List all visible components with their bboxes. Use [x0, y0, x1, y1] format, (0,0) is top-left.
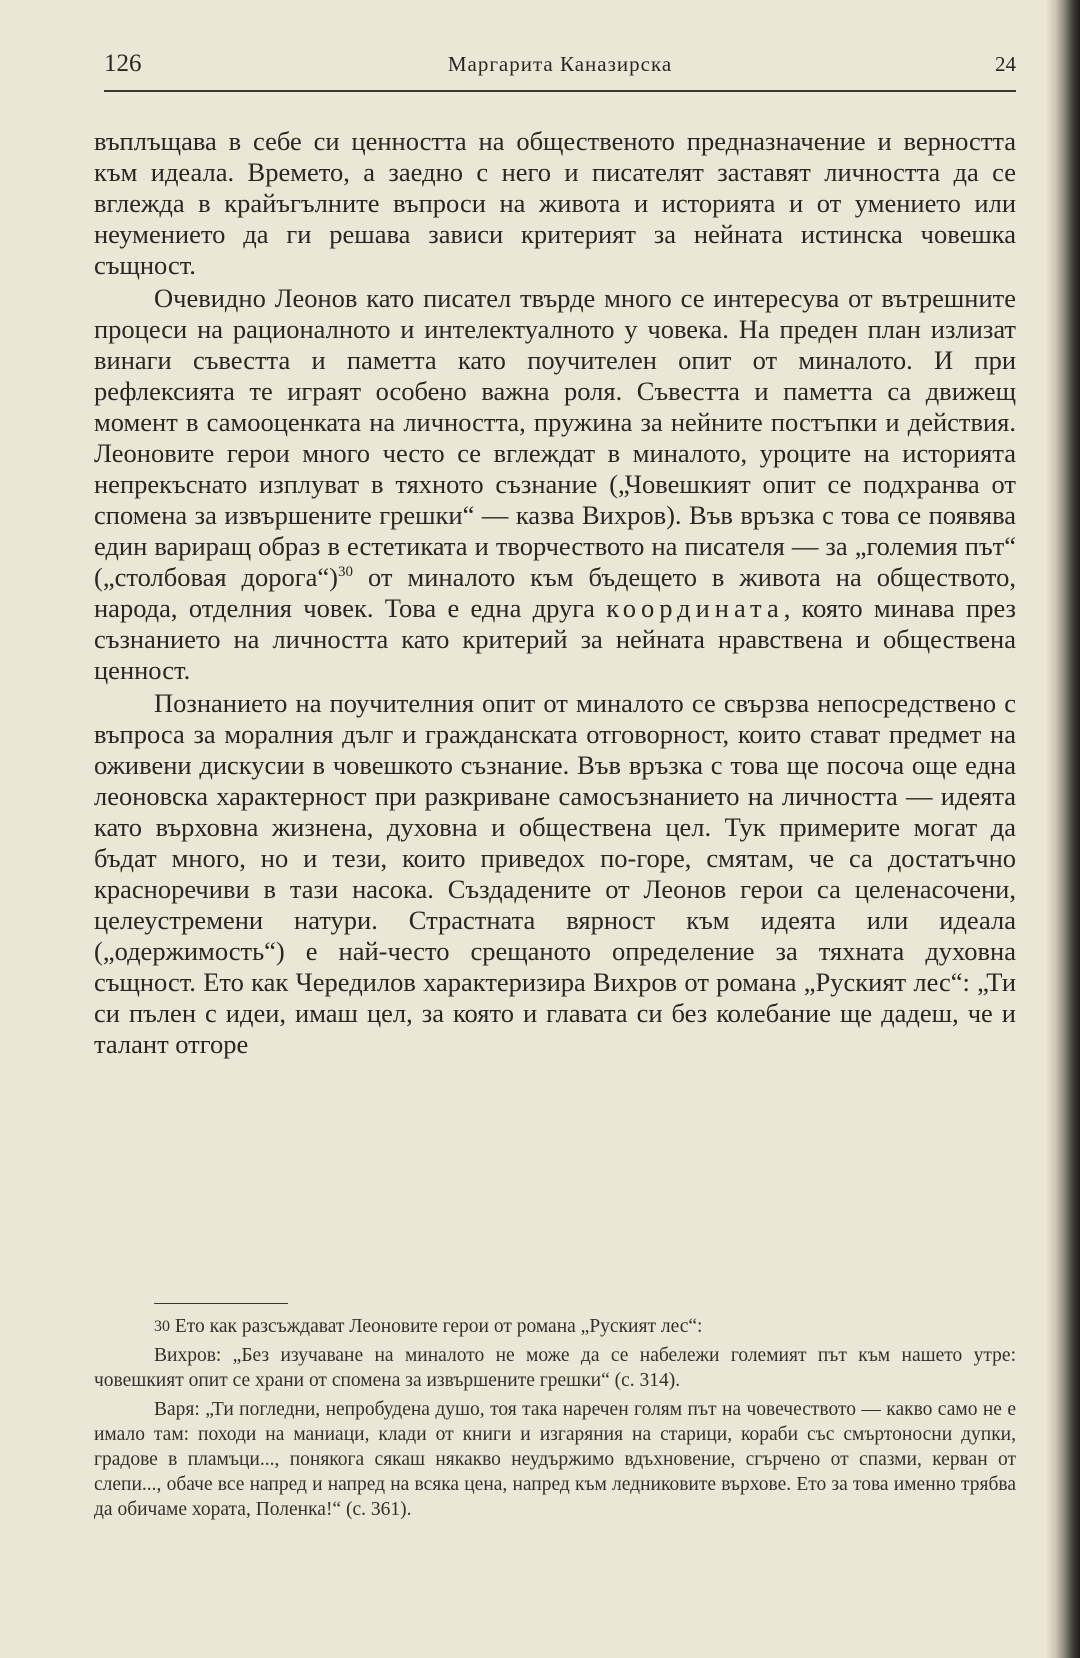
footnote-3: Варя: „Ти погледни, непробудена душо, тоя така наречен голям път на човечеството — какво само не е имало там: походи на маниаци, клади от книги и изгаряния на старици, кораби със смъртоносни дупки, градове в пламъци..., понякога сякаш някакво неудържимо вдъхновение, сгърчено от спазми, керван от слепи..., обаче все напред и напред на всяка цена, напред към ледниковите върхове. Ето за това именно трябва да обичаме хората, Поленка!“ (с. 361). — [94, 1399, 1016, 1520]
page-header — [104, 50, 1016, 86]
paragraph-3: Познанието на поучителния опит от миналото се свързва непосредствено с въпроса за моралния дълг и гражданската отговорност, които стават предмет на оживени дискусии в човешкото съзнание. Във връзка с това ще посоча още една леоновска характерност при разкриване самосъзнанието на личността — идеята като върховна жизнена, духовна и обществена цел. Тук примерите могат да бъдат много, но и тези, които приведох по-горе, смятам, че са достатъчно красноречиви в тази насока. Създадените от Леонов герои са целенасочени, целеустремени натури. Страстната вярност към идеята или идеала („одержимость“) е най-често срещаното определение за тяхната духовна същност. Ето как Чередилов характеризира Вихров от романа „Руският лес“: „Ти си пълен с идеи, имаш цел, за която и главата си без колебание ще дадеш, че и талант отгоре — [94, 688, 1016, 1059]
section-number: 24 — [995, 52, 1016, 76]
running-title: Маргарита Каназирска — [447, 52, 673, 76]
footnote-2: Вихров: „Без изучаване на миналото не може да се набележи големият път към нашето утре: човешкият опит се храни от спомена за извършените грешки“ (с. 314). — [94, 1345, 1016, 1391]
footnote-1-text: Ето как разсъждават Леоновите герои от романа „Руският лес“: — [170, 1316, 703, 1337]
footnote-reference: 30 — [338, 564, 353, 581]
book-spine-shadow — [1054, 0, 1080, 1658]
page-edge — [1046, 0, 1054, 1658]
paragraph-2 — [94, 283, 1016, 686]
header-rule — [104, 90, 1016, 92]
footnote-mark: 30 — [154, 1318, 170, 1335]
footnote-1 — [94, 1314, 1016, 1339]
page-number: 126 — [104, 50, 142, 77]
footnote-rule — [154, 1303, 288, 1304]
body-text — [94, 126, 1016, 1062]
footnotes — [94, 1314, 1016, 1526]
paragraph-2-part-a: Очевидно Леонов като писател твърде много се интересува от вътрешните процеси на рационалното и интелектуалното у човека. На преден план излизат винаги съвестта и паметта като поучителен опит от миналото. И при рефлексията те играят особено важна роля. Съвестта и паметта са движещ момент в самооценката на личността, пружина за нейните постъпки и действия. Леоновите герои много често се вглеждат в миналото, уроците на историята непрекъснато изплуват в тяхното съзнание („Човешкият опит се подхранва от спомена за извършените грешки“ — казва Вихров). Във връзка с това се появява един вариращ образ в естетиката и творчеството на писателя — за „големия път“ („столбовая дорога“) — [94, 283, 1016, 592]
paragraph-2-part-b: от миналото към бъдещето в живота на обществото, народа, отделния човек. Това е една друга — [94, 562, 1016, 623]
paragraph-2-part-c: , която минава през съзнанието на личността като критерий за нейната нравствена и обществена ценност. — [94, 593, 1016, 685]
spaced-word: координата — [606, 593, 784, 623]
paragraph-1: въплъщава в себе си ценността на общественото предназначение и верността към идеала. Времето, а заедно с него и писателят заставят личността да се вглежда в крайъгълните въпроси на живота и историята и от умението или неумението да ги решава зависи критерият за нейната истинска човешка същност. — [94, 126, 1016, 280]
